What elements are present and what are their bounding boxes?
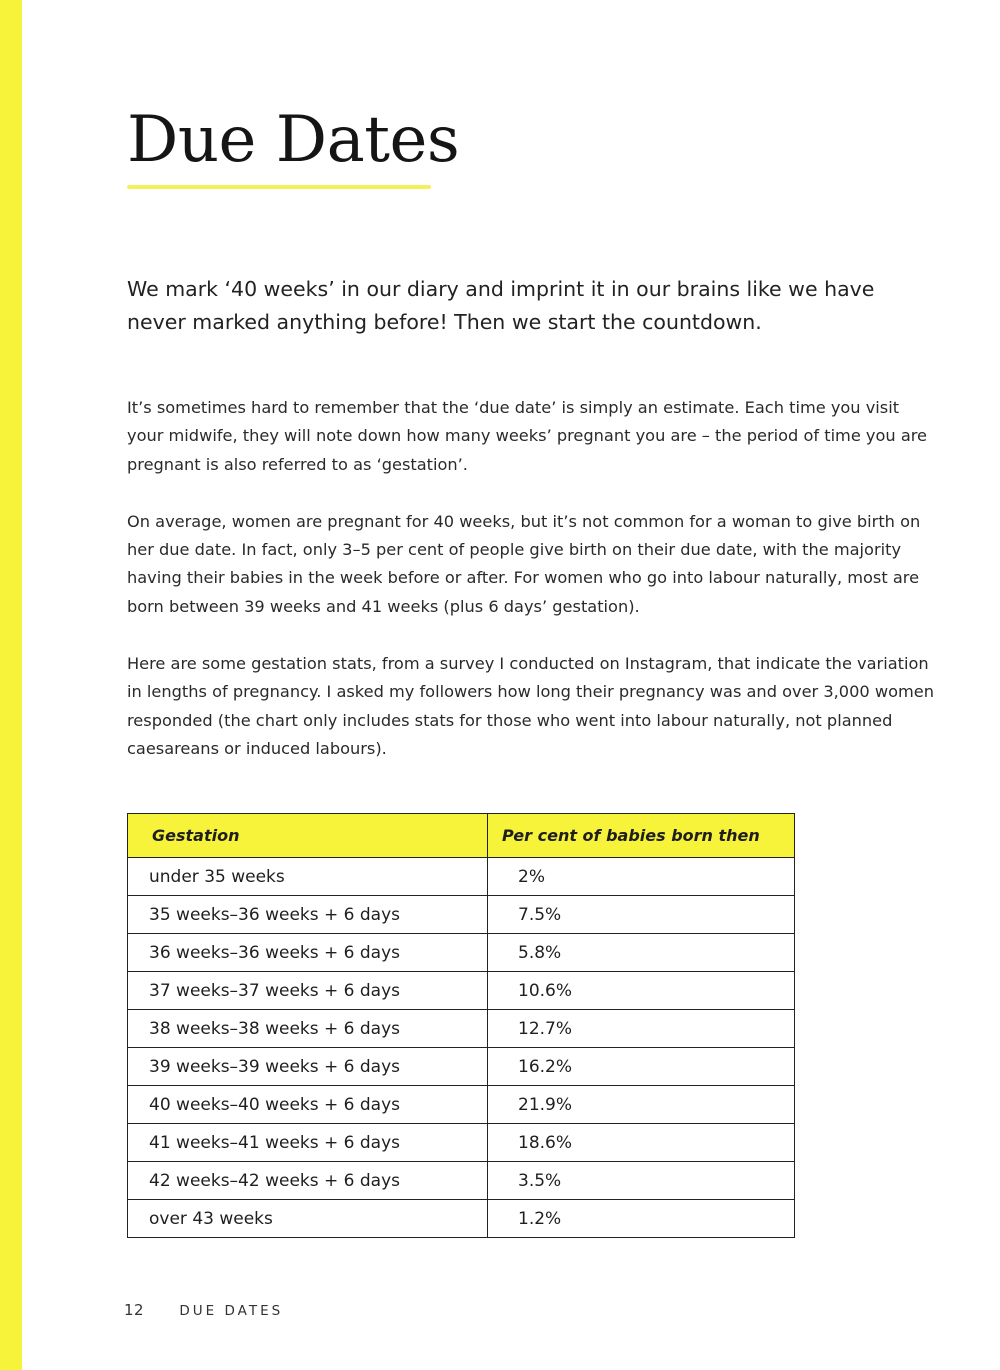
gestation-cell: 37 weeks–37 weeks + 6 days — [128, 972, 488, 1010]
gestation-cell: 39 weeks–39 weeks + 6 days — [128, 1048, 488, 1086]
table-row — [128, 858, 795, 896]
body-paragraph: Here are some gestation stats, from a survey I conducted on Instagram, that indicate the variation in lengths of pregnancy. I asked my followers how long their pregnancy was and over 3,000 women responded (the chart only includes stats for those who went into labour naturally, not planned caesareans or induced labours). — [127, 654, 934, 758]
table-row — [128, 896, 795, 934]
gestation-cell: 35 weeks–36 weeks + 6 days — [128, 896, 488, 934]
percent-cell: 2% — [488, 858, 795, 896]
table-row — [128, 1086, 795, 1124]
table-row — [128, 1162, 795, 1200]
percent-cell: 1.2% — [488, 1200, 795, 1238]
gestation-cell: 38 weeks–38 weeks + 6 days — [128, 1010, 488, 1048]
table-header-row — [128, 814, 795, 858]
gestation-cell: 36 weeks–36 weeks + 6 days — [128, 934, 488, 972]
yellow-edge-strip — [0, 0, 22, 1370]
percent-cell: 18.6% — [488, 1124, 795, 1162]
percent-cell: 5.8% — [488, 934, 795, 972]
section-name: DUE DATES — [179, 1303, 284, 1319]
gestation-cell: under 35 weeks — [128, 858, 488, 896]
header-percent: Per cent of babies born then — [488, 814, 795, 858]
gestation-cell: 42 weeks–42 weeks + 6 days — [128, 1162, 488, 1200]
page-number: 12 — [124, 1301, 145, 1319]
gestation-cell: 41 weeks–41 weeks + 6 days — [128, 1124, 488, 1162]
percent-cell: 16.2% — [488, 1048, 795, 1086]
page-title: Due Dates — [127, 103, 460, 177]
body-paragraph: On average, women are pregnant for 40 weeks, but it’s not common for a woman to give birth on her due date. In fact, only 3–5 per cent of people give birth on their due date, with the majority having their babies in the week before or after. For women who go into labour naturally, most are born between 39 weeks and 41 weeks (plus 6 days’ gestation). — [127, 511, 921, 616]
gestation-cell: 40 weeks–40 weeks + 6 days — [128, 1086, 488, 1124]
table-row — [128, 1048, 795, 1086]
table-row — [128, 1124, 795, 1162]
percent-cell: 7.5% — [488, 896, 795, 934]
percent-cell: 10.6% — [488, 972, 795, 1010]
gestation-stats-table — [127, 813, 795, 1238]
title-underline — [127, 185, 431, 189]
header-gestation: Gestation — [128, 814, 488, 858]
percent-cell: 12.7% — [488, 1010, 795, 1048]
gestation-cell: over 43 weeks — [128, 1200, 488, 1238]
body-paragraph: It’s sometimes hard to remember that the ‘due date’ is simply an estimate. Each time you visit your midwife, they will note down how many weeks’ pregnant you are – the period of time you are pregnant is also referred to as ‘gestation’. — [127, 398, 927, 474]
page-footer — [124, 1301, 283, 1319]
table-row — [128, 1200, 795, 1238]
table-row — [128, 1010, 795, 1048]
percent-cell: 21.9% — [488, 1086, 795, 1124]
table-row — [128, 934, 795, 972]
percent-cell: 3.5% — [488, 1162, 795, 1200]
body-copy — [127, 394, 937, 792]
table-row — [128, 972, 795, 1010]
intro-paragraph: We mark ‘40 weeks’ in our diary and imprint it in our brains like we have never marked anything before! Then we start the countdown. — [127, 277, 875, 334]
